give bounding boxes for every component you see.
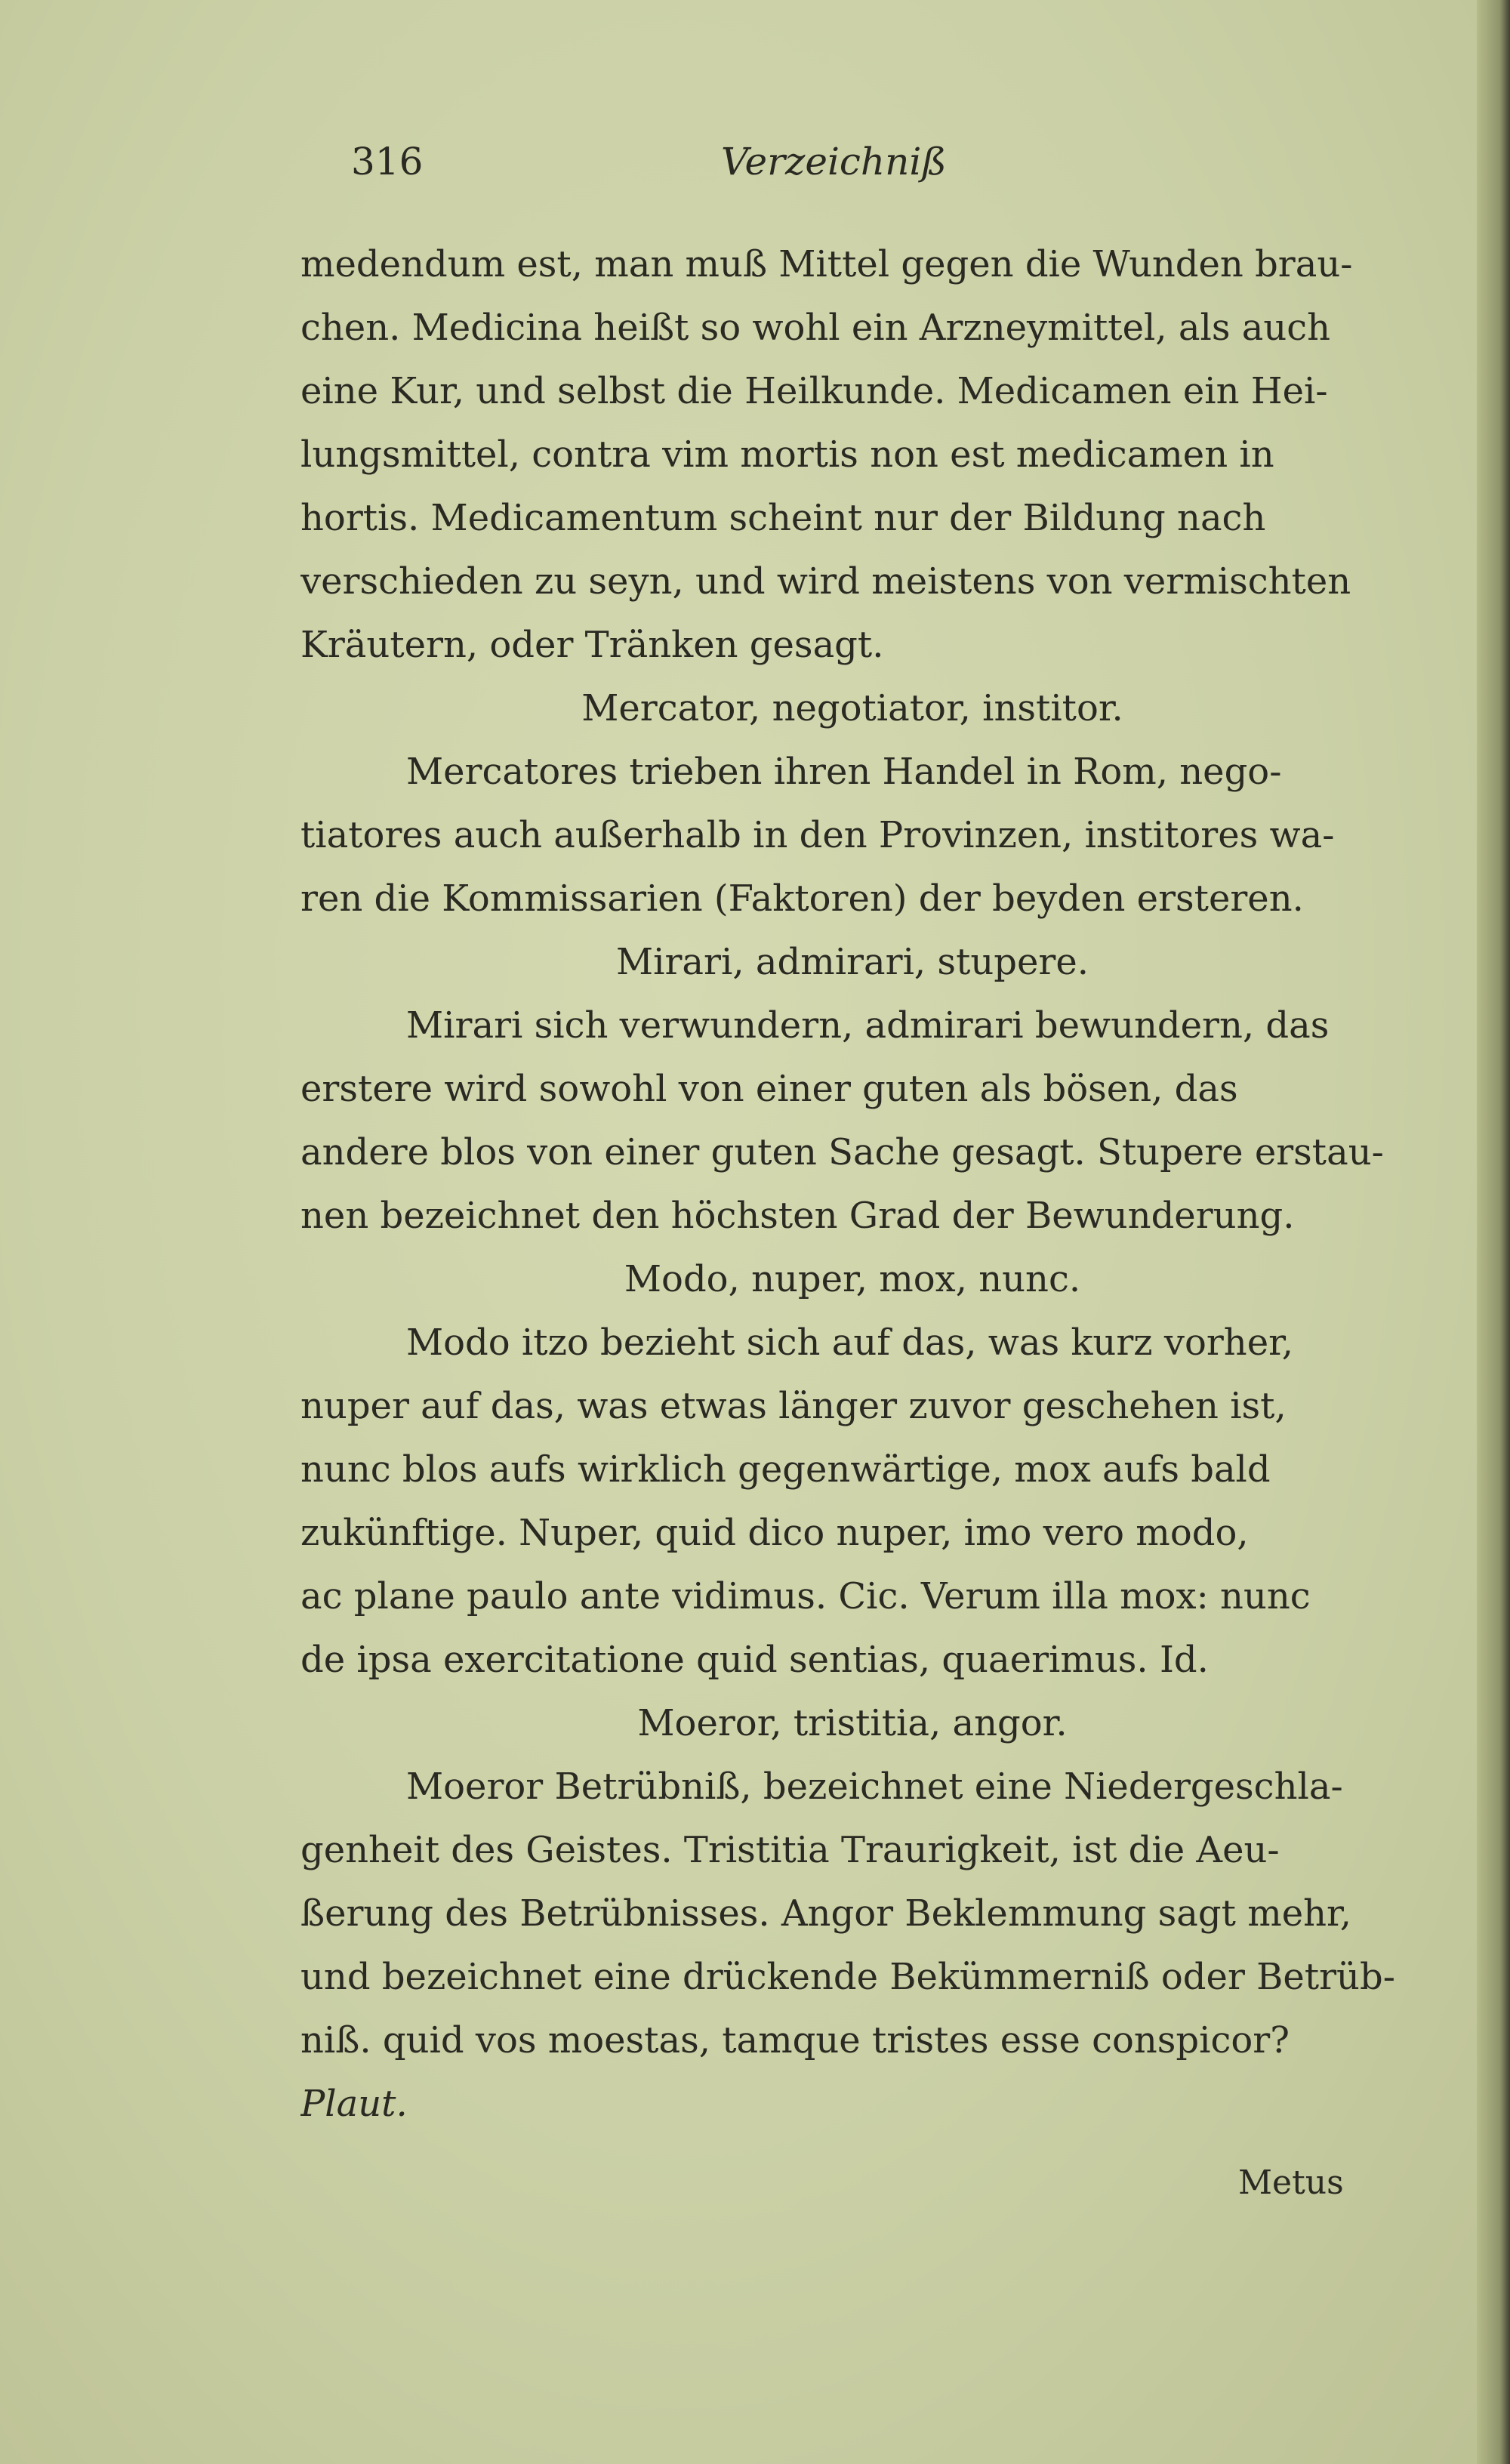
- body-text: [300, 233, 1404, 2136]
- running-title: Verzeichniß: [721, 140, 947, 183]
- entry-heading-mercator: Mercator, negotiator, institor.: [581, 687, 1123, 729]
- text-line: nen bezeichnet den höchsten Grad der Bewunderung.: [300, 1195, 1295, 1237]
- text-line: Mirari sich verwundern, admirari bewundern, das: [406, 1004, 1330, 1047]
- text-line: eine Kur, und selbst die Heilkunde. Medicamen ein Hei-: [300, 370, 1328, 412]
- text-line: lungsmittel, contra vim mortis non est medicamen in: [300, 433, 1274, 476]
- entry-heading-modo: Modo, nuper, mox, nunc.: [624, 1258, 1081, 1300]
- entry-heading-mirari: Mirari, admirari, stupere.: [615, 941, 1089, 983]
- text-line: medendum est, man muß Mittel gegen die Wunden brau-: [300, 243, 1353, 285]
- catchword: Metus: [1238, 2163, 1344, 2202]
- text-line: nunc blos aufs wirklich gegenwärtige, mox aufs bald: [300, 1448, 1271, 1491]
- text-line: Moeror Betrübniß, bezeichnet eine Niedergeschla-: [406, 1766, 1343, 1808]
- text-line: chen. Medicina heißt so wohl ein Arzneymittel, als auch: [300, 307, 1331, 349]
- entry-heading-moeror: Moeror, tristitia, angor.: [637, 1702, 1068, 1744]
- text-line: Plaut.: [300, 2083, 408, 2125]
- book-spine-edge: [1477, 0, 1510, 2464]
- text-line: andere blos von einer guten Sache gesagt. Stupere erstau-: [300, 1131, 1384, 1173]
- text-line: erstere wird sowohl von einer guten als bösen, das: [300, 1068, 1238, 1110]
- page-number: 316: [351, 140, 424, 183]
- page-header: [351, 140, 1106, 185]
- text-line: tiatores auch außerhalb in den Provinzen, institores wa-: [300, 814, 1335, 856]
- text-line: und bezeichnet eine drückende Bekümmerniß oder Betrüb-: [300, 1956, 1395, 1998]
- text-line: verschieden zu seyn, und wird meistens von vermischten: [300, 560, 1351, 603]
- text-line: Kräutern, oder Tränken gesagt.: [300, 624, 884, 666]
- text-line: ßerung des Betrübnisses. Angor Beklemmung sagt mehr,: [300, 1892, 1351, 1935]
- text-line: Mercatores trieben ihren Handel in Rom, nego-: [406, 751, 1282, 793]
- text-line: de ipsa exercitatione quid sentias, quaerimus. Id.: [300, 1639, 1209, 1681]
- text-line: genheit des Geistes. Tristitia Traurigkeit, ist die Aeu-: [300, 1829, 1280, 1871]
- text-line: ren die Kommissarien (Faktoren) der beyden ersteren.: [300, 877, 1304, 920]
- text-line: nuper auf das, was etwas länger zuvor geschehen ist,: [300, 1385, 1287, 1427]
- text-line: hortis. Medicamentum scheint nur der Bildung nach: [300, 497, 1266, 539]
- text-line: niß. quid vos moestas, tamque tristes esse conspicor?: [300, 2019, 1290, 2062]
- text-line: Modo itzo bezieht sich auf das, was kurz vorher,: [406, 1321, 1294, 1364]
- text-line: zukünftige. Nuper, quid dico nuper, imo vero modo,: [300, 1512, 1249, 1554]
- text-line: ac plane paulo ante vidimus. Cic. Verum illa mox: nunc: [300, 1575, 1311, 1617]
